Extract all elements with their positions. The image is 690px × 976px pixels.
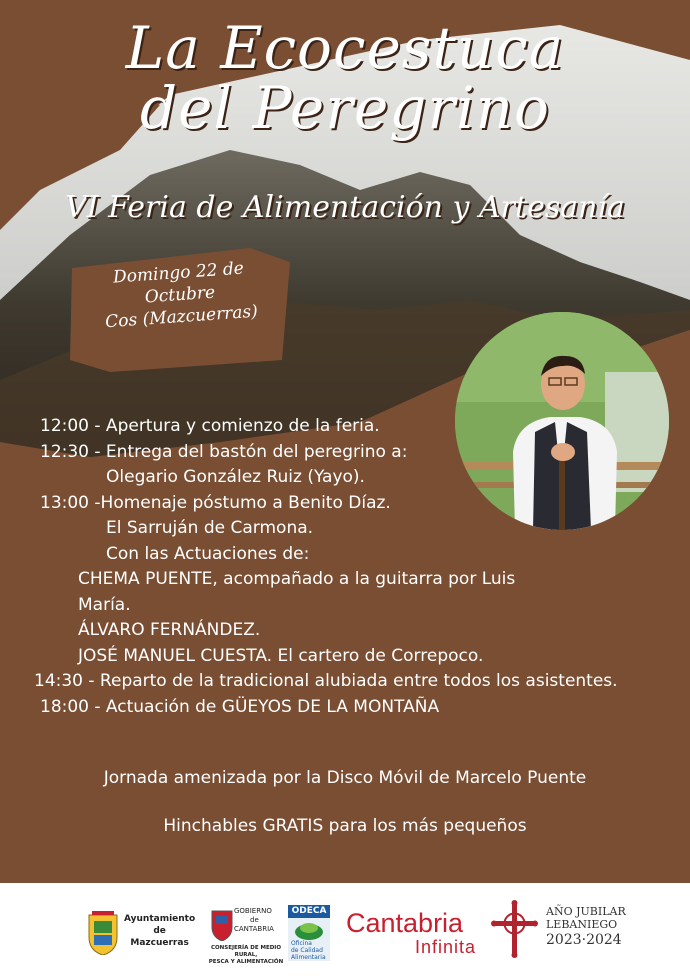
cross-icon xyxy=(490,899,540,959)
schedule-item: 12:00 - Apertura y comienzo de la feria. xyxy=(40,416,380,436)
ayto-line2: de xyxy=(153,926,166,936)
performer-name: JOSÉ MANUEL CUESTA xyxy=(78,645,267,666)
schedule-item: 14:30 - Reparto de la tradicional alubiada entre todos los asistentes. xyxy=(34,671,618,691)
schedule-item: 13:00 -Homenaje póstumo a Benito Díaz. xyxy=(40,492,391,513)
odeca-title: ODECA xyxy=(288,905,330,918)
odeca-line4: Alimentaria xyxy=(291,954,326,961)
performer-name: CHEMA PUENTE xyxy=(78,569,213,589)
performer-detail: , acompañado a la guitarra por Luis xyxy=(212,569,516,589)
gobierno-cantabria-logo xyxy=(200,907,292,967)
gobierno-line4: CONSEJERÍA DE MEDIO RURAL, xyxy=(210,945,282,958)
event-subtitle: VI Feria de Alimentación y Artesanía xyxy=(65,190,625,225)
jubilar-years: 2023·2024 xyxy=(546,932,622,948)
infinita-word: Infinita xyxy=(414,937,476,957)
performer-item: ÁLVARO FERNÁNDEZ. xyxy=(78,620,261,640)
gobierno-line3: CANTABRIA xyxy=(234,925,274,933)
event-location: Cos (Mazcuerras) xyxy=(104,301,259,333)
performer-item: María. xyxy=(78,594,131,615)
event-date: Domingo 22 de Octubre xyxy=(112,258,245,308)
ayto-line1: Ayuntamiento xyxy=(124,914,196,924)
jubilar-line1: AÑO JUBILAR xyxy=(546,905,626,918)
schedule-item: El Sarruján de Carmona. xyxy=(106,518,314,538)
odeca-logo xyxy=(288,905,330,961)
date-location xyxy=(78,255,282,335)
odeca-line2: Oficina xyxy=(291,940,312,947)
ano-jubilar-logo xyxy=(490,899,630,963)
jubilar-line2: LEBANIEGO xyxy=(546,918,618,931)
schedule-item: 12:30 - Entrega del bastón del peregrino a: xyxy=(40,441,408,462)
shield-icon xyxy=(210,907,234,941)
performer-detail: . El cartero de Correpoco. xyxy=(266,645,484,666)
schedule-item: Olegario González Ruiz (Yayo). xyxy=(106,467,365,487)
performer-item xyxy=(40,644,680,670)
performer-item xyxy=(40,567,680,593)
gobierno-line2: de xyxy=(250,916,259,924)
sponsor-footer xyxy=(0,883,690,976)
schedule-item: Con las Actuaciones de: xyxy=(106,543,310,564)
schedule xyxy=(34,414,680,720)
cantabria-infinita-logo xyxy=(346,909,478,959)
ayto-line3: Mazcuerras xyxy=(130,938,189,948)
gobierno-line5: PESCA Y ALIMENTACIÓN xyxy=(208,959,284,965)
hinchables-note: Hinchables GRATIS para los más pequeños xyxy=(163,816,527,836)
gobierno-line1: GOBIERNO xyxy=(234,907,272,915)
schedule-item: 18:00 - Actuación de GÜEYOS DE LA MONTAÑA xyxy=(40,696,440,717)
disco-note: Jornada amenizada por la Disco Móvil de Marcelo Puente xyxy=(103,768,587,788)
title-line-1: La Ecocestuca xyxy=(125,14,565,82)
title-line-2: del Peregrino xyxy=(140,74,550,142)
odeca-line3: de Calidad xyxy=(291,947,323,954)
ayuntamiento-logo xyxy=(86,907,196,957)
odeca-emblem-icon xyxy=(288,918,330,940)
cantabria-word: Cantabria xyxy=(346,908,464,938)
event-title xyxy=(0,14,690,142)
coat-of-arms-icon xyxy=(86,909,120,955)
